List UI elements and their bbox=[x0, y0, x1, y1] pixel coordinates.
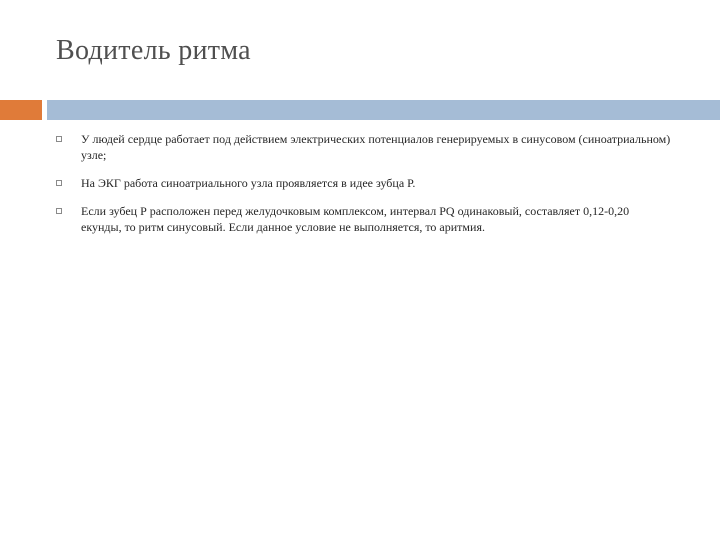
square-bullet-icon bbox=[56, 180, 62, 186]
square-bullet-icon bbox=[56, 136, 62, 142]
bullet-item bbox=[56, 131, 672, 163]
square-bullet-icon bbox=[56, 208, 62, 214]
bullet-text: Если зубец Р расположен перед желудочковым комплексом, интервал PQ одинаковый, составляет 0,12-0,20 екунды, то ритм синусовый. Если данное условие не выполняется, то аритмия. bbox=[81, 204, 630, 234]
bullet-item bbox=[56, 203, 672, 235]
bullet-text: На ЭКГ работа синоатриального узла проявляется в идее зубца Р. bbox=[81, 176, 416, 190]
accent-bar-orange bbox=[0, 100, 42, 120]
slide-title: Водитель ритма bbox=[56, 34, 251, 66]
bullet-text: У людей сердце работает под действием электрических потенциалов генерируемых в синусовом (синоатриальном) узле; bbox=[81, 132, 671, 162]
bullet-item bbox=[56, 175, 672, 191]
bullet-list bbox=[56, 131, 672, 247]
accent-bar-blue bbox=[47, 100, 720, 120]
